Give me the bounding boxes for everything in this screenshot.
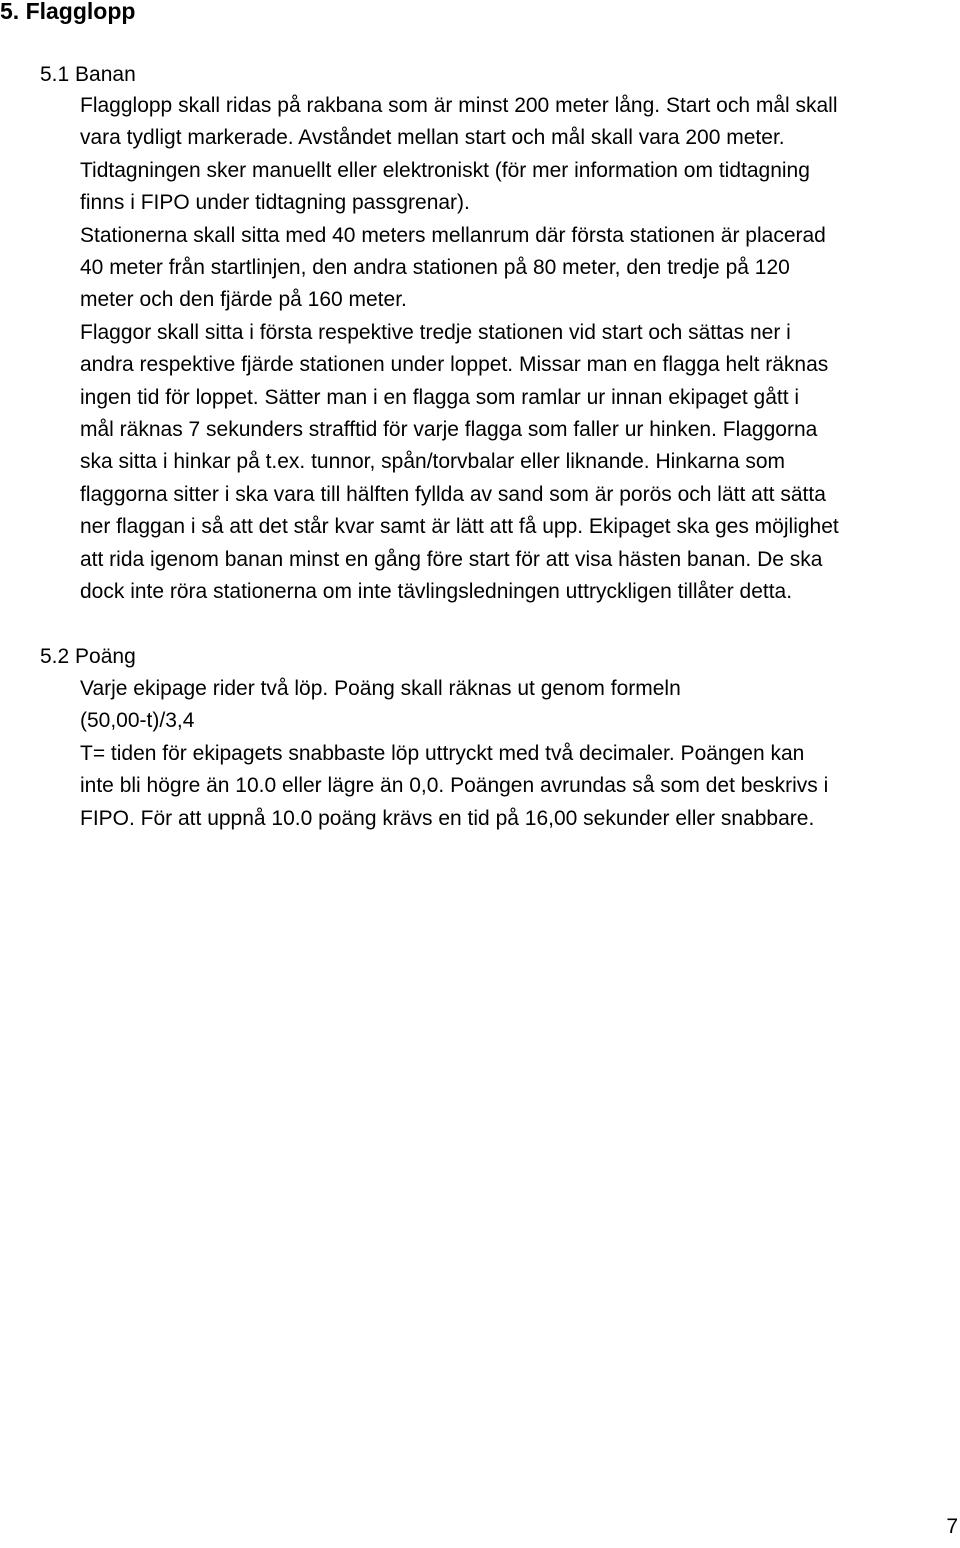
paragraph-line: ner flaggan i så att det står kvar samt är lätt att få upp. Ekipaget ska ges möjlighet — [80, 515, 839, 539]
paragraph-line: meter och den fjärde på 160 meter. — [80, 288, 407, 312]
paragraph-line: Stationerna skall sitta med 40 meters mellanrum där första stationen är placerad — [80, 223, 826, 247]
paragraph-line: dock inte röra stationerna om inte tävlingsledningen uttryckligen tillåter detta. — [80, 580, 793, 604]
paragraph-line: inte bli högre än 10.0 eller lägre än 0,0. Poängen avrundas så som det beskrivs i — [80, 774, 829, 798]
paragraph-line: 40 meter från startlinjen, den andra stationen på 80 meter, den tredje på 120 — [80, 256, 790, 280]
paragraph-line: att rida igenom banan minst en gång före start för att visa hästen banan. De ska — [80, 547, 823, 571]
paragraph-line: finns i FIPO under tidtagning passgrenar). — [80, 191, 470, 215]
paragraph-line: flaggorna sitter i ska vara till hälften fyllda av sand som är porös och lätt att sätta — [80, 482, 826, 506]
paragraph-line: ingen tid för loppet. Sätter man i en flagga som ramlar ur innan ekipaget gått i — [80, 385, 800, 409]
paragraph-line: mål räknas 7 sekunders strafftid för varje flagga som faller ur hinken. Flaggorna — [80, 418, 818, 442]
section-body-poang — [80, 673, 958, 835]
section-title-banan: 5.1 Banan — [40, 63, 136, 86]
page-number: 7 — [946, 1515, 958, 1538]
paragraph-line: Varje ekipage rider två löp. Poäng skall räknas ut genom formeln — [80, 677, 681, 700]
paragraph-line: vara tydligt markerade. Avståndet mellan start och mål skall vara 200 meter. — [80, 126, 785, 150]
paragraph-line: andra respektive fjärde stationen under loppet. Missar man en flagga helt räknas — [80, 353, 829, 377]
formula-line: (50,00-t)/3,4 — [80, 709, 195, 733]
paragraph-line: T= tiden för ekipagets snabbaste löp uttryckt med två decimaler. Poängen kan — [80, 741, 805, 765]
section-body-banan — [80, 90, 958, 609]
chapter-heading: 5. Flagglopp — [0, 0, 136, 24]
section-title-poang: 5.2 Poäng — [40, 645, 136, 668]
paragraph-line: FIPO. För att uppnå 10.0 poäng krävs en tid på 16,00 sekunder eller snabbare. — [80, 806, 815, 830]
paragraph-line: Tidtagningen sker manuellt eller elektroniskt (för mer information om tidtagning — [80, 158, 810, 182]
paragraph-line: ska sitta i hinkar på t.ex. tunnor, spån/torvbalar eller liknande. Hinkarna som — [80, 450, 786, 474]
paragraph-line: Flaggor skall sitta i första respektive tredje stationen vid start och sättas ner i — [80, 320, 791, 344]
paragraph-line: Flagglopp skall ridas på rakbana som är minst 200 meter lång. Start och mål skall — [80, 94, 838, 117]
